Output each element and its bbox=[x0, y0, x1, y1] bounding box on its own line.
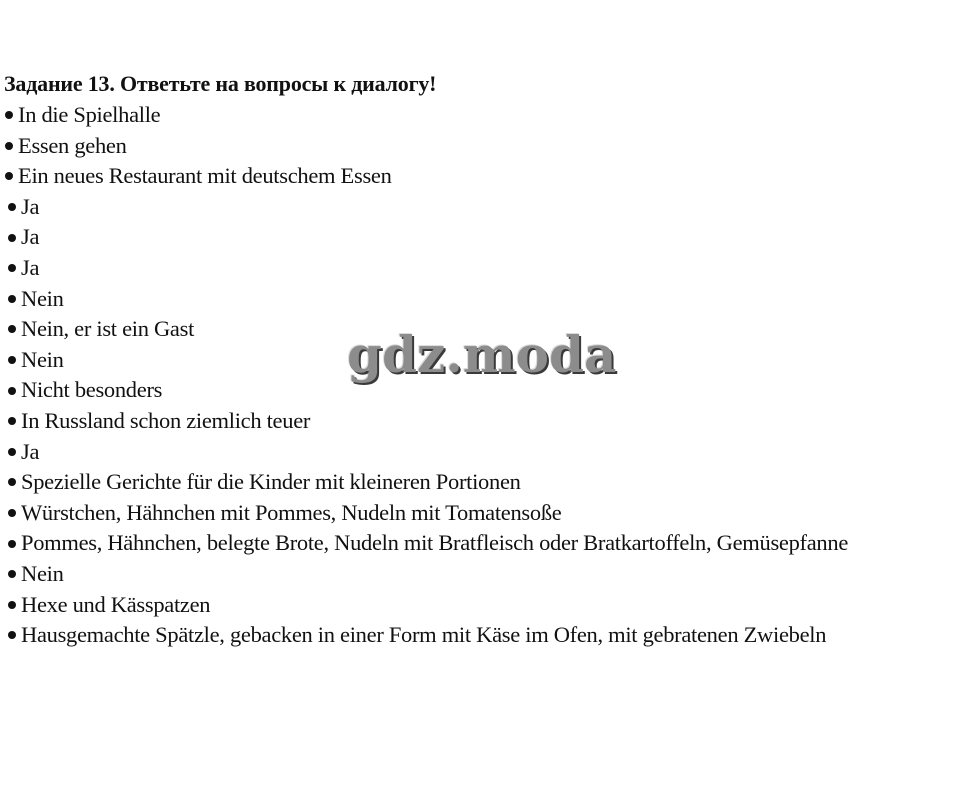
answer-text: Hexe und Kässpatzen bbox=[21, 591, 211, 617]
bullet-icon bbox=[8, 417, 16, 425]
answer-text: Essen gehen bbox=[18, 132, 127, 158]
answer-item bbox=[5, 437, 848, 468]
answer-item bbox=[5, 192, 848, 223]
answer-item bbox=[5, 314, 848, 345]
answer-item bbox=[5, 406, 848, 437]
bullet-icon bbox=[8, 601, 16, 609]
watermark-logo: gdz.moda bbox=[347, 325, 617, 384]
answer-item bbox=[5, 498, 848, 529]
bullet-icon bbox=[8, 264, 16, 272]
answer-item bbox=[5, 253, 848, 284]
task-title: Задание 13. Ответьте на вопросы к диалогу! bbox=[4, 71, 437, 96]
answer-item bbox=[5, 375, 848, 406]
answer-item bbox=[5, 161, 848, 192]
answer-item bbox=[5, 100, 848, 131]
bullet-icon bbox=[8, 509, 16, 517]
answer-item bbox=[5, 559, 848, 590]
answer-text: In die Spielhalle bbox=[18, 102, 161, 127]
bullet-icon bbox=[5, 172, 13, 180]
bullet-icon bbox=[8, 570, 16, 578]
bullet-icon bbox=[8, 478, 16, 486]
bullet-icon bbox=[8, 631, 16, 639]
bullet-icon bbox=[8, 325, 16, 333]
answer-text: Nein bbox=[21, 285, 64, 311]
answer-text: Pommes, Hähnchen, belegte Brote, Nudeln mit Bratfleisch oder Bratkartoffeln, Gemüsepfanne bbox=[21, 530, 849, 556]
bullet-icon bbox=[8, 540, 16, 548]
bullet-icon bbox=[8, 356, 16, 364]
bullet-icon bbox=[8, 203, 16, 211]
answer-item bbox=[5, 467, 848, 498]
answer-text: Ja bbox=[21, 193, 40, 219]
bullet-icon bbox=[5, 142, 13, 150]
answer-item bbox=[5, 590, 848, 621]
bullet-icon bbox=[8, 387, 16, 395]
bullet-icon bbox=[8, 448, 16, 456]
answer-item bbox=[5, 284, 848, 315]
answer-item bbox=[5, 620, 848, 651]
answer-item bbox=[5, 222, 848, 253]
answer-text: Nicht besonders bbox=[21, 377, 163, 403]
answer-text: Ja bbox=[21, 438, 40, 464]
answer-item bbox=[5, 131, 848, 162]
answer-text: In Russland schon ziemlich teuer bbox=[21, 407, 311, 433]
answer-item bbox=[5, 345, 848, 376]
answer-text: Spezielle Gerichte für die Kinder mit kleineren Portionen bbox=[21, 469, 521, 495]
answer-text: Nein bbox=[21, 560, 64, 586]
answer-text: Ein neues Restaurant mit deutschem Essen bbox=[18, 163, 392, 189]
answer-text: Hausgemachte Spätzle, gebacken in einer Form mit Käse im Ofen, mit gebratenen Zwiebeln bbox=[21, 622, 827, 648]
answer-list bbox=[5, 100, 848, 651]
answer-item bbox=[5, 528, 848, 559]
bullet-icon bbox=[8, 295, 16, 303]
bullet-icon bbox=[8, 234, 16, 242]
answer-text: Würstchen, Hähnchen mit Pommes, Nudeln mit Tomatensoße bbox=[21, 499, 562, 525]
answer-text: Ja bbox=[21, 254, 40, 280]
bullet-icon bbox=[5, 111, 13, 119]
answer-text: Nein, er ist ein Gast bbox=[21, 316, 195, 342]
answer-text: Nein bbox=[21, 346, 64, 372]
answer-text: Ja bbox=[21, 224, 40, 250]
